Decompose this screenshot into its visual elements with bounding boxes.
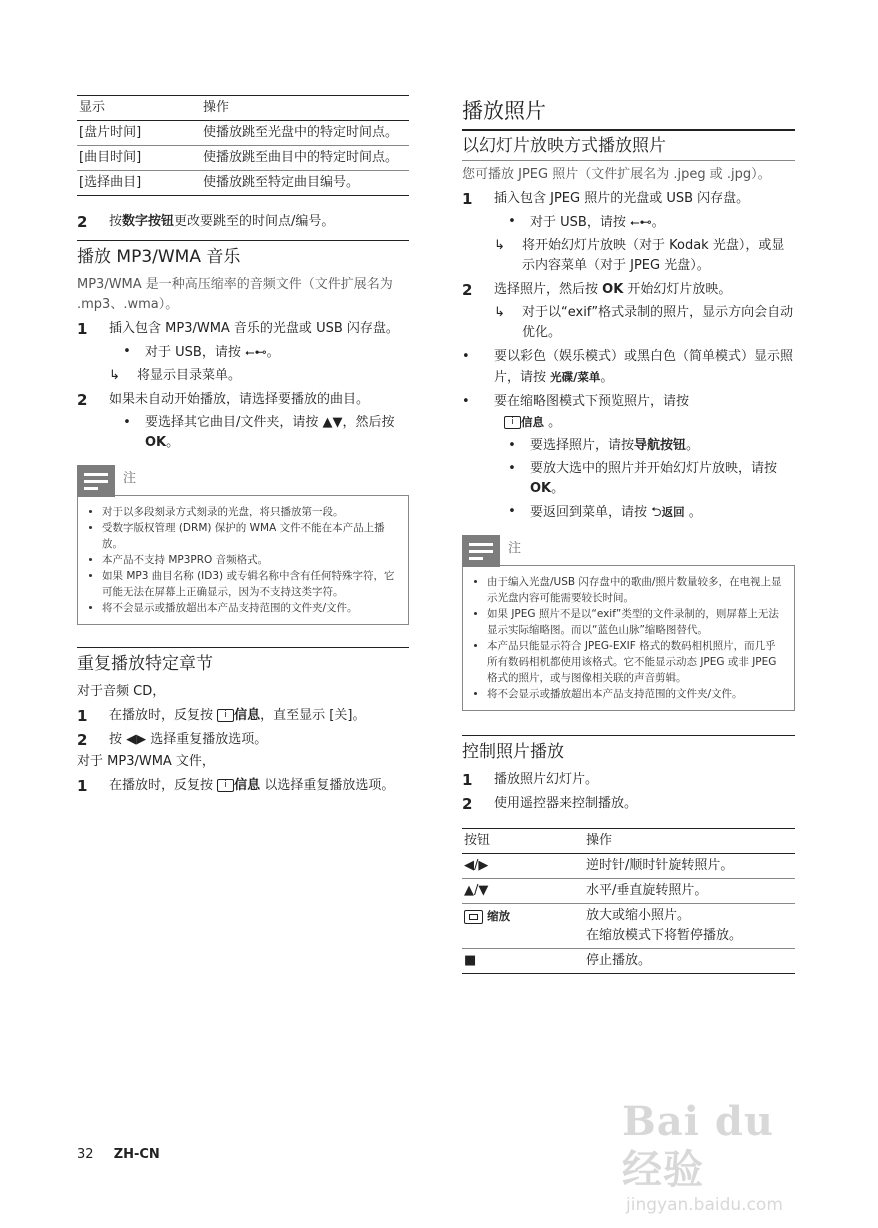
mp3-step-1: 1 插入包含 MP3/WMA 音乐的光盘或 USB 闪存盘。 bbox=[77, 320, 399, 338]
bullet-return-menu: • 要返回到菜单，请按 ⮌返回 。 bbox=[508, 504, 702, 520]
note-box bbox=[462, 565, 795, 711]
left-column bbox=[77, 95, 409, 796]
control-section-title: 控制照片播放 bbox=[462, 735, 795, 766]
audio-cd-label: 对于音频 CD， bbox=[77, 684, 166, 699]
usb-icon: ⭠⊷ bbox=[629, 215, 652, 229]
key-left-right: ◀/▶ bbox=[464, 858, 489, 873]
mp3-intro: MP3/WMA 是一种高压缩率的音频文件（文件扩展名为 .mp3、.wma）。 bbox=[77, 277, 393, 312]
table-row bbox=[77, 171, 409, 196]
result-arrow-icon: ↳ bbox=[494, 238, 505, 253]
note-box bbox=[77, 495, 409, 625]
note-label: 注 bbox=[123, 471, 137, 486]
bullet-thumbnail: • 要在缩略图模式下预览照片，请按 i 信息 。 bbox=[462, 394, 690, 430]
table-cell: 使播放跳至光盘中的特定时间点。 bbox=[203, 125, 399, 140]
slideshow-step-1-usb: • 对于 USB，请按 ⭠⊷。 bbox=[508, 214, 665, 230]
table-row bbox=[462, 854, 795, 879]
key-stop: ■ bbox=[464, 953, 477, 968]
return-icon: ⮌ bbox=[651, 505, 662, 520]
control-table bbox=[462, 828, 795, 974]
bullet-zoom-slideshow: • 要放大选中的照片并开始幻灯片放映，请按 OK。 bbox=[508, 461, 778, 496]
mp3-wma-label: 对于 MP3/WMA 文件， bbox=[77, 754, 215, 769]
result-arrow-icon: ↳ bbox=[494, 305, 505, 320]
note-item: • 由于编入光盘/USB 闪存盘中的歌曲/照片数量较多，在电视上显示光盘内容可能需要较长时间。 bbox=[487, 574, 784, 606]
watermark-url: jingyan.baidu.com bbox=[626, 1195, 783, 1215]
note-item: • 如果 JPEG 照片不是以“exif”类型的文件录制的，则屏幕上无法显示实际缩略图。而以“蓝色山脉”缩略图替代。 bbox=[487, 606, 784, 638]
slideshow-intro: 您可播放 JPEG 照片（文件扩展名为 .jpeg 或 .jpg）。 bbox=[462, 167, 771, 182]
table-row bbox=[77, 146, 409, 171]
table-cell: [选择曲目] bbox=[79, 175, 142, 190]
step-number: 2 bbox=[77, 213, 88, 231]
right-column bbox=[462, 95, 795, 974]
note-icon bbox=[462, 535, 500, 567]
table-row bbox=[462, 904, 795, 949]
language-code: ZH-CN bbox=[113, 1147, 160, 1162]
table-cell: [曲目时间] bbox=[79, 150, 142, 165]
control-step-2: 2 使用遥控器来控制播放。 bbox=[462, 795, 638, 813]
photo-title: 播放照片 bbox=[462, 95, 795, 131]
mp3-step-1-result: ↳ 将显示目录菜单。 bbox=[77, 366, 409, 386]
note-item: • 将不会显示或播放超出本产品支持范围的文件夹/文件。 bbox=[487, 686, 784, 702]
table-cell: 使播放跳至曲目中的特定时间点。 bbox=[203, 150, 399, 165]
slideshow-step-2: 2 选择照片，然后按 OK 开始幻灯片放映。 bbox=[462, 281, 732, 299]
table-header-operation: 操作 bbox=[584, 829, 795, 854]
table-header-button: 按钮 bbox=[462, 829, 584, 854]
table-cell: [盘片时间] bbox=[79, 125, 142, 140]
key-zoom: 缩放 bbox=[462, 904, 584, 949]
table-row bbox=[77, 121, 409, 146]
zoom-icon bbox=[464, 910, 483, 924]
table-cell: 放大或缩小照片。 在缩放模式下将暂停播放。 bbox=[586, 908, 743, 943]
table-header-display: 显示 bbox=[77, 96, 201, 121]
table-header-row bbox=[77, 96, 409, 121]
table-cell: 逆时针/顺时针旋转照片。 bbox=[586, 858, 734, 873]
info-icon: i bbox=[504, 416, 521, 429]
table-row bbox=[462, 949, 795, 974]
note-item: • 对于以多段刻录方式刻录的光盘，将只播放第一段。 bbox=[102, 504, 398, 520]
note-item: • 本产品只能显示符合 JPEG-EXIF 格式的数码相机照片，而几乎所有数码相机都使用该格式。它不能显示动态 JPEG 或非 JPEG 格式的照片，或与图像相关联的声音剪辑。 bbox=[487, 638, 784, 686]
table-row bbox=[462, 879, 795, 904]
info-icon: i bbox=[217, 779, 234, 792]
slideshow-title: 以幻灯片放映方式播放照片 bbox=[462, 131, 795, 161]
note-header bbox=[462, 535, 795, 565]
control-step-1: 1 播放照片幻灯片。 bbox=[462, 771, 599, 789]
table-header-row bbox=[462, 829, 795, 854]
table-header-operation: 操作 bbox=[201, 96, 409, 121]
display-operation-table bbox=[77, 95, 409, 196]
note-item: • 本产品不支持 MP3PRO 音频格式。 bbox=[102, 552, 398, 568]
step-text: 按数字按钮更改要跳至的时间点/编号。 bbox=[109, 214, 335, 229]
usb-icon: ⭠⊷ bbox=[244, 345, 267, 359]
repeat-section-title: 重复播放特定章节 bbox=[77, 647, 409, 678]
note-item: • 受数字版权管理 (DRM) 保护的 WMA 文件不能在本产品上播放。 bbox=[102, 520, 398, 552]
table-cell: 水平/垂直旋转照片。 bbox=[586, 883, 708, 898]
note-icon bbox=[77, 465, 115, 497]
bullet-color-mode: • 要以彩色（娱乐模式）或黑白色（简单模式）显示照片，请按 光碟/菜单。 bbox=[462, 349, 794, 385]
result-arrow-icon: ↳ bbox=[109, 368, 120, 383]
repeat-step-mp3: 1 在播放时，反复按 i 信息 以选择重复播放选项。 bbox=[77, 777, 395, 795]
repeat-step-2: 2 按 ◀▶ 选择重复播放选项。 bbox=[77, 731, 268, 749]
mp3-section-title: 播放 MP3/WMA 音乐 bbox=[77, 240, 409, 271]
slideshow-step-1-result: ↳ 将开始幻灯片放映（对于 Kodak 光盘），或显示内容菜单（对于 JPEG 光盘）。 bbox=[462, 236, 795, 276]
slideshow-step-2-result: ↳ 对于以“exif”格式录制的照片，显示方向会自动优化。 bbox=[462, 303, 795, 343]
baidu-watermark bbox=[622, 1098, 812, 1215]
repeat-step-1: 1 在播放时，反复按 i 信息，直至显示 [关]。 bbox=[77, 707, 366, 725]
page-footer bbox=[77, 1145, 160, 1165]
note-item: • 将不会显示或播放超出本产品支持范围的文件夹/文件。 bbox=[102, 600, 398, 616]
step-2-number-buttons bbox=[77, 212, 409, 232]
watermark-brand: Bai du 经验 bbox=[622, 1098, 774, 1193]
bullet-select-photo: • 要选择照片，请按导航按钮。 bbox=[508, 438, 700, 453]
note-header bbox=[77, 465, 409, 495]
note-item: • 如果 MP3 曲目名称 (ID3) 或专辑名称中含有任何特殊字符，它可能无法在屏幕上正确显示，因为不支持这类字符。 bbox=[102, 568, 398, 600]
key-up-down: ▲/▼ bbox=[464, 883, 489, 898]
slideshow-step-1: 1 插入包含 JPEG 照片的光盘或 USB 闪存盘。 bbox=[462, 190, 750, 208]
mp3-step-1-usb: • 对于 USB，请按 ⭠⊷。 bbox=[123, 344, 280, 360]
info-icon: i bbox=[217, 709, 234, 722]
page-number: 32 bbox=[77, 1147, 94, 1162]
note-label: 注 bbox=[508, 541, 522, 556]
table-cell: 停止播放。 bbox=[586, 953, 652, 968]
mp3-step-2: 2 如果未自动开始播放，请选择要播放的曲目。 bbox=[77, 391, 370, 409]
mp3-step-2-select: • 要选择其它曲目/文件夹，请按 ▲▼，然后按OK。 bbox=[123, 415, 395, 450]
table-cell: 使播放跳至特定曲目编号。 bbox=[203, 175, 360, 190]
